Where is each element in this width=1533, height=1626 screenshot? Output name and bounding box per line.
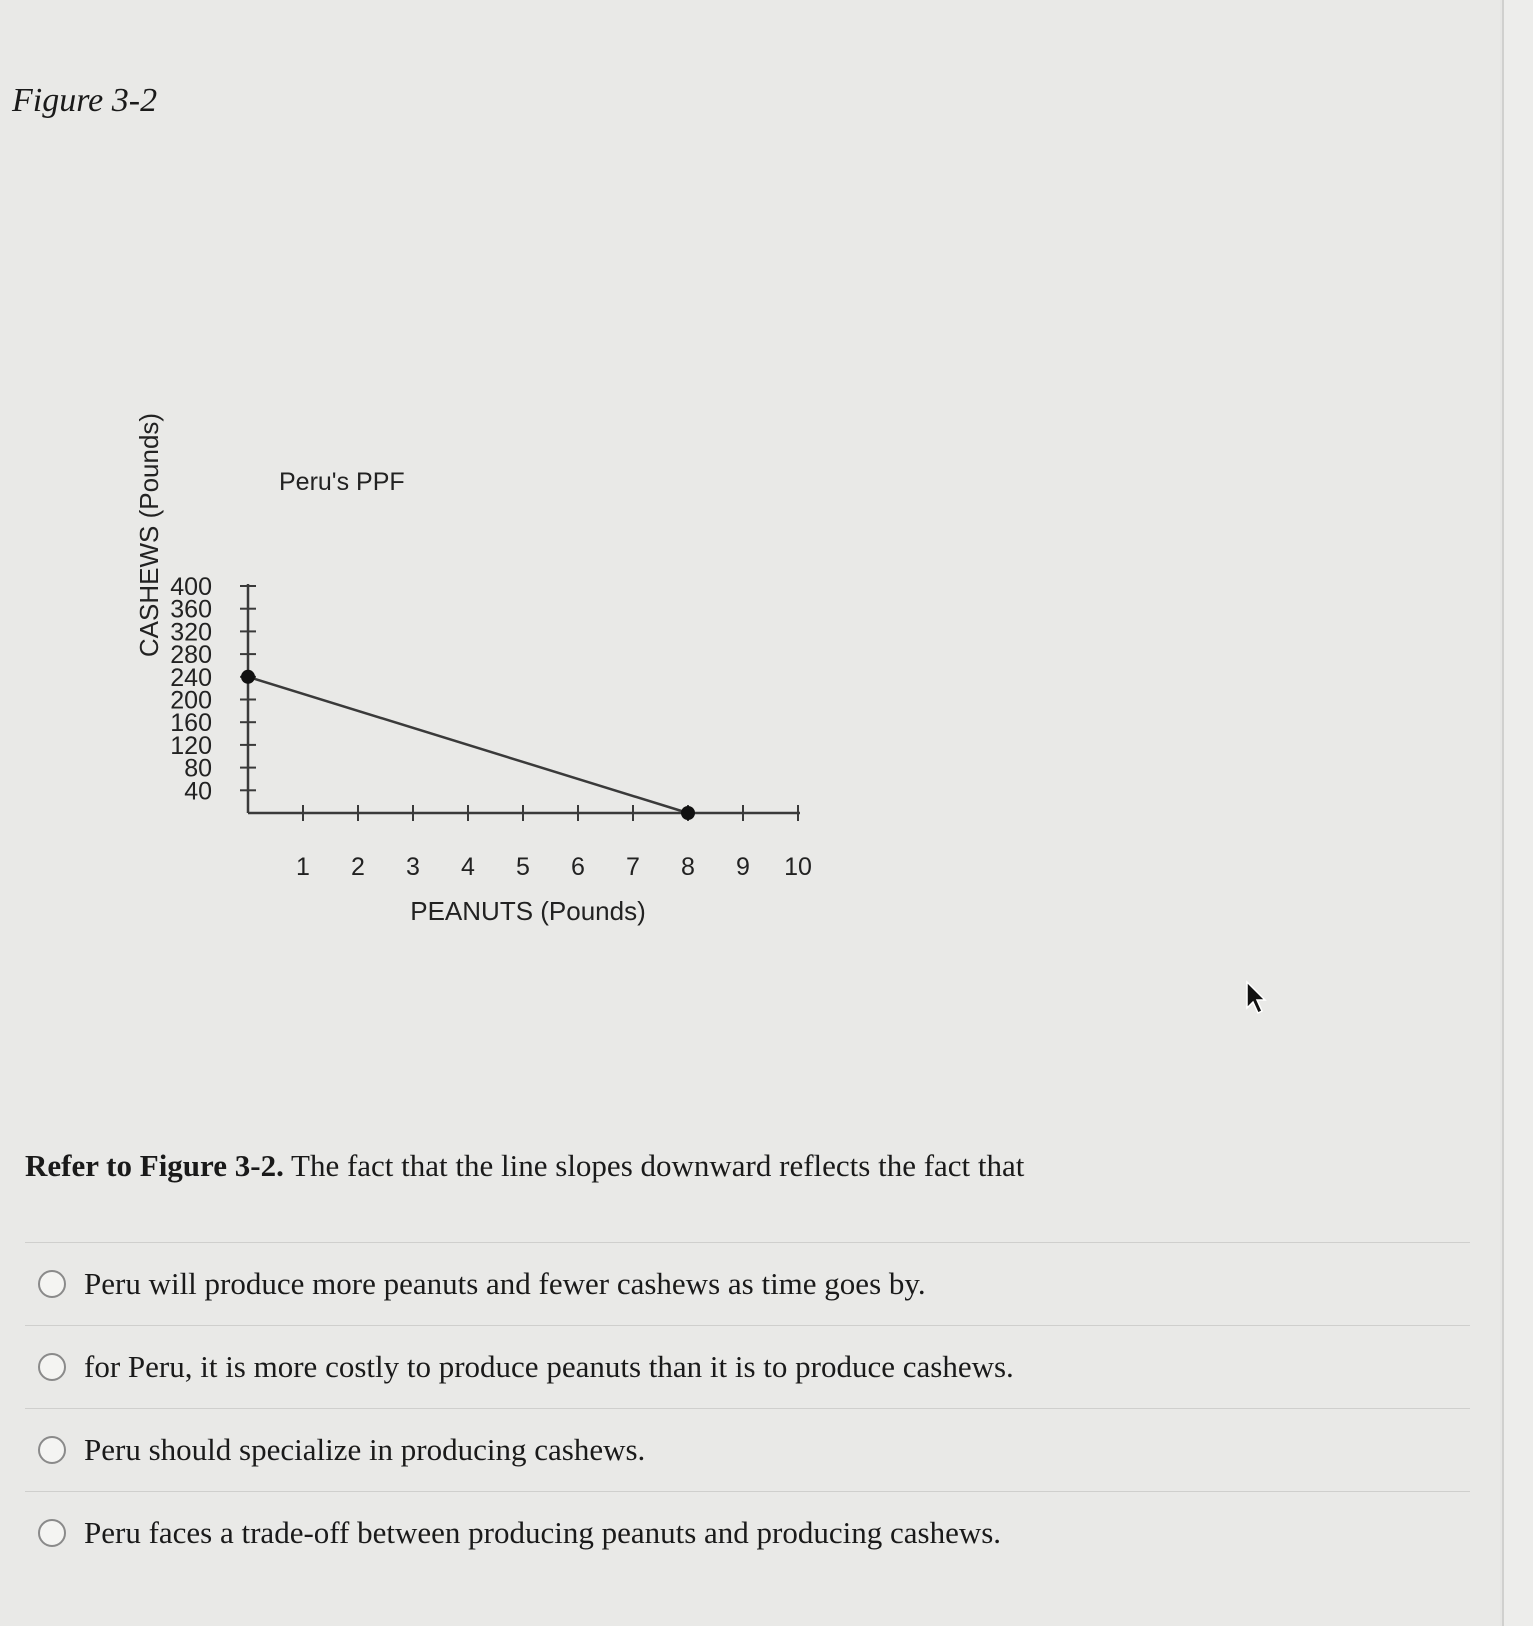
radio-button[interactable] — [38, 1353, 66, 1381]
y-tick-label: 360 — [170, 595, 212, 624]
y-tick-label: 160 — [170, 709, 212, 738]
answer-option-label: Peru faces a trade-off between producing peanuts and producing cashews. — [84, 1515, 1002, 1550]
ppf-line — [248, 677, 688, 813]
data-point — [241, 670, 255, 684]
y-tick-label: 200 — [170, 686, 212, 715]
x-tick-label: 3 — [406, 853, 420, 881]
data-point — [681, 806, 695, 820]
x-tick-label: 2 — [351, 853, 365, 881]
x-tick-label: 9 — [736, 853, 750, 881]
y-tick-label: 400 — [170, 573, 212, 601]
question-reference: Refer to Figure 3-2. — [25, 1148, 284, 1183]
answer-option-3[interactable] — [25, 1409, 1470, 1491]
answer-option-4[interactable] — [25, 1492, 1470, 1574]
x-axis-label: PEANUTS (Pounds) — [410, 896, 646, 926]
x-tick-label: 7 — [626, 853, 640, 881]
scrollbar-edge — [1502, 0, 1533, 1626]
answer-option-label: Peru should specialize in producing cashews. — [84, 1432, 646, 1467]
x-tick-label: 10 — [784, 853, 812, 881]
answer-option-1[interactable] — [25, 1243, 1470, 1325]
answer-option-2[interactable] — [25, 1326, 1470, 1408]
mouse-cursor-icon — [1245, 980, 1271, 1016]
ppf-chart — [0, 0, 900, 960]
radio-button[interactable] — [38, 1436, 66, 1464]
series-label: Peru's PPF — [279, 468, 405, 496]
y-tick-label: 320 — [170, 618, 212, 647]
y-tick-label: 40 — [184, 777, 212, 806]
radio-button[interactable] — [38, 1519, 66, 1547]
x-tick-label: 6 — [571, 853, 585, 881]
x-tick-label: 1 — [296, 853, 310, 881]
y-tick-label: 240 — [170, 663, 212, 692]
radio-button[interactable] — [38, 1270, 66, 1298]
x-tick-label: 4 — [461, 853, 475, 881]
y-tick-label: 80 — [184, 754, 212, 783]
answer-option-label: for Peru, it is more costly to produce peanuts than it is to produce cashews. — [84, 1349, 1014, 1384]
answer-option-label: Peru will produce more peanuts and fewer cashews as time goes by. — [84, 1266, 926, 1301]
y-axis-label: CASHEWS (Pounds) — [134, 412, 164, 658]
x-tick-label: 8 — [681, 853, 695, 881]
question-text — [25, 1148, 1024, 1184]
x-tick-label: 5 — [516, 853, 530, 881]
figure-title: Figure 3-2 — [12, 82, 158, 119]
y-tick-label: 280 — [170, 641, 212, 670]
y-tick-label: 120 — [170, 731, 212, 760]
question-body: The fact that the line slopes downward reflects the fact that — [283, 1148, 1025, 1183]
answer-options — [25, 1242, 1470, 1574]
